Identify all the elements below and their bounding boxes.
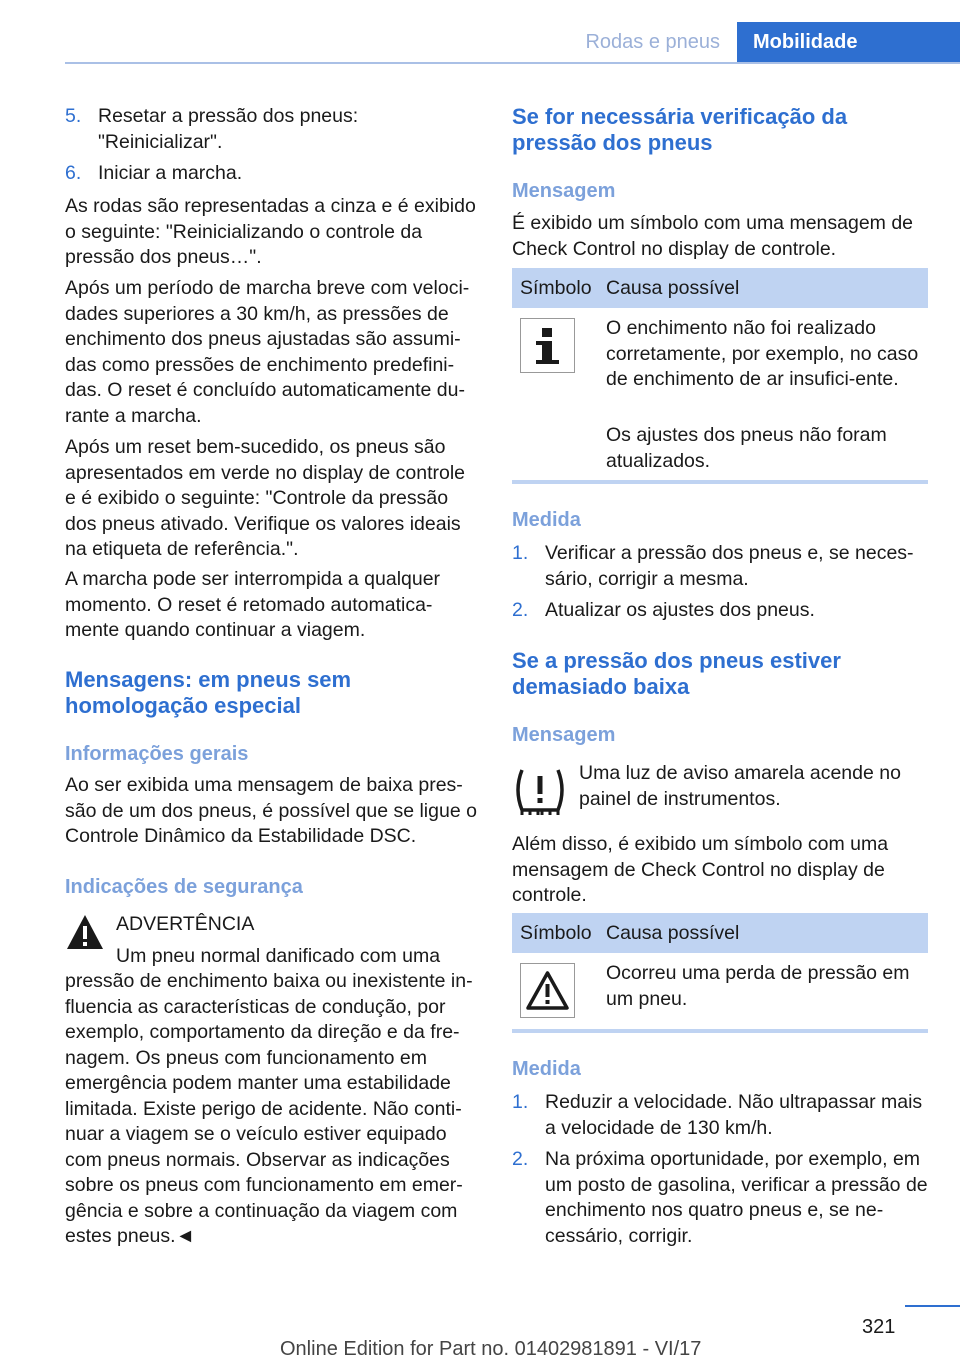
heading-messages-special: Mensagens: em pneus sem homologação especial — [65, 667, 352, 718]
list-text: Resetar a pressão dos pneus: "Reinicializar". — [98, 105, 359, 153]
list-text: Reduzir a velocidade. Não ultrapassar mais a velocidade de 130 km/h. — [545, 1091, 923, 1139]
paragraph-wheels-grey: As rodas são representadas a cinza e é exibido o seguinte: "Reinicializando o controle da pressão dos pneus…". — [65, 195, 476, 268]
list-number: 2. — [512, 1148, 529, 1170]
table-cause-a: O enchimento não foi realizado corretamente, por exemplo, no caso de enchimento de ar insufici-ente. — [606, 317, 919, 390]
header-section-title: Rodas e pneus — [585, 31, 720, 53]
paragraph-interrupt: A marcha pode ser interrompida a qualquer momento. O reset é retomado automatica-mente quando continuar a viagem. — [65, 568, 441, 641]
list-text: Atualizar os ajustes dos pneus. — [545, 599, 815, 621]
list-number: 1. — [512, 1091, 529, 1113]
list-number: 5. — [65, 105, 82, 127]
warning-triangle-icon — [65, 912, 105, 952]
heading-message-2: Mensagem — [512, 724, 616, 746]
symbol-cause-table-1 — [512, 268, 928, 486]
table-cause-b: Os ajustes dos pneus não foram atualizados. — [606, 424, 887, 472]
paragraph-check-control-2: Além disso, é exibido um símbolo com uma mensagem de Check Control no display de controle. — [512, 833, 889, 906]
footer-edition: Online Edition for Part no. 01402981891 - VI/17 — [280, 1338, 702, 1360]
list-text: Na próxima oportunidade, por exemplo, em um posto de gasolina, verificar a pressão de enchimento nos quatro pneus e, se ne-cessário, corrigir. — [545, 1148, 928, 1247]
info-icon — [520, 318, 575, 373]
heading-message-1: Mensagem — [512, 180, 616, 202]
header-section-area — [0, 0, 735, 62]
warning-triangle-icon — [520, 963, 575, 1018]
list-text: Verificar a pressão dos pneus e, se neces-sário, corrigir a mesma. — [545, 542, 914, 590]
list-number: 6. — [65, 162, 82, 184]
heading-pressure-low: Se a pressão dos pneus estiver demasiado baixa — [512, 648, 841, 699]
header-chapter-title: Mobilidade — [753, 31, 858, 53]
list-number: 2. — [512, 599, 529, 621]
paragraph-low-pressure-dsc: Ao ser exibida uma mensagem de baixa pres-são de um dos pneus, é possível que se ligue o Controle Dinâmico da Estabilidade DSC. — [65, 774, 477, 847]
header-chapter-tab — [737, 22, 960, 62]
footer-divider — [905, 1305, 960, 1307]
table-header-cause: Causa possível — [606, 922, 740, 944]
heading-safety: Indicações de segurança — [65, 876, 303, 898]
paragraph-check-control-1: É exibido um símbolo com uma mensagem de Check Control no display de controle. — [512, 212, 914, 260]
header-divider — [65, 62, 960, 64]
heading-measure-2: Medida — [512, 1058, 581, 1080]
paragraph-warning-light: Uma luz de aviso amarela acende no painel de instrumentos. — [579, 762, 901, 810]
symbol-cause-table-2 — [512, 913, 928, 1035]
heading-general-info: Informações gerais — [65, 743, 249, 765]
warning-title: ADVERTÊNCIA — [116, 913, 255, 935]
tire-pressure-warning-icon — [512, 762, 568, 820]
table-bottom-rule — [512, 1029, 928, 1033]
table-header-symbol: Símbolo — [520, 922, 592, 944]
heading-check-needed: Se for necessária verificação da pressão dos pneus — [512, 104, 848, 155]
table-header-cause: Causa possível — [606, 277, 740, 299]
page-number: 321 — [862, 1316, 896, 1338]
table-header — [512, 268, 928, 308]
heading-measure-1: Medida — [512, 509, 581, 531]
paragraph-after-driving: Após um período de marcha breve com veloci-dades superiores a 30 km/h, as pressões de enchimento dos pneus ajustadas são assumi-das como pressões de enchimento predefini-das. O reset é concluído automaticamente du-rante a marcha. — [65, 277, 470, 427]
table-header-symbol: Símbolo — [520, 277, 592, 299]
table-bottom-rule — [512, 480, 928, 484]
list-text: Iniciar a marcha. — [98, 162, 243, 184]
table-header — [512, 913, 928, 953]
table-cause: Ocorreu uma perda de pressão em um pneu. — [606, 962, 910, 1010]
paragraph-reset-success: Após um reset bem-sucedido, os pneus são apresentados em verde no display de controle e é exibido o seguinte: "Controle da pressão dos pneus ativado. Verifique os valores ideais na etiqueta de referência.". — [65, 436, 465, 560]
list-number: 1. — [512, 542, 529, 564]
warning-body: pressão de enchimento baixa ou inexistente in-fluencia as características de condução, por exemplo, comportamento da direção e da fre-nagem. Os pneus com funcionamento em emergência podem manter uma estabilidade limitada. Existe perigo de acidente. Não conti-nuar a viagem se o veículo estiver equipado com pneus normais. Observar as indicações sobre os pneus com funcionamento em emer-gência e sobre a continuação da viagem com estes pneus.◄ — [65, 970, 473, 1247]
warning-first-line: Um pneu normal danificado com uma — [116, 945, 441, 967]
